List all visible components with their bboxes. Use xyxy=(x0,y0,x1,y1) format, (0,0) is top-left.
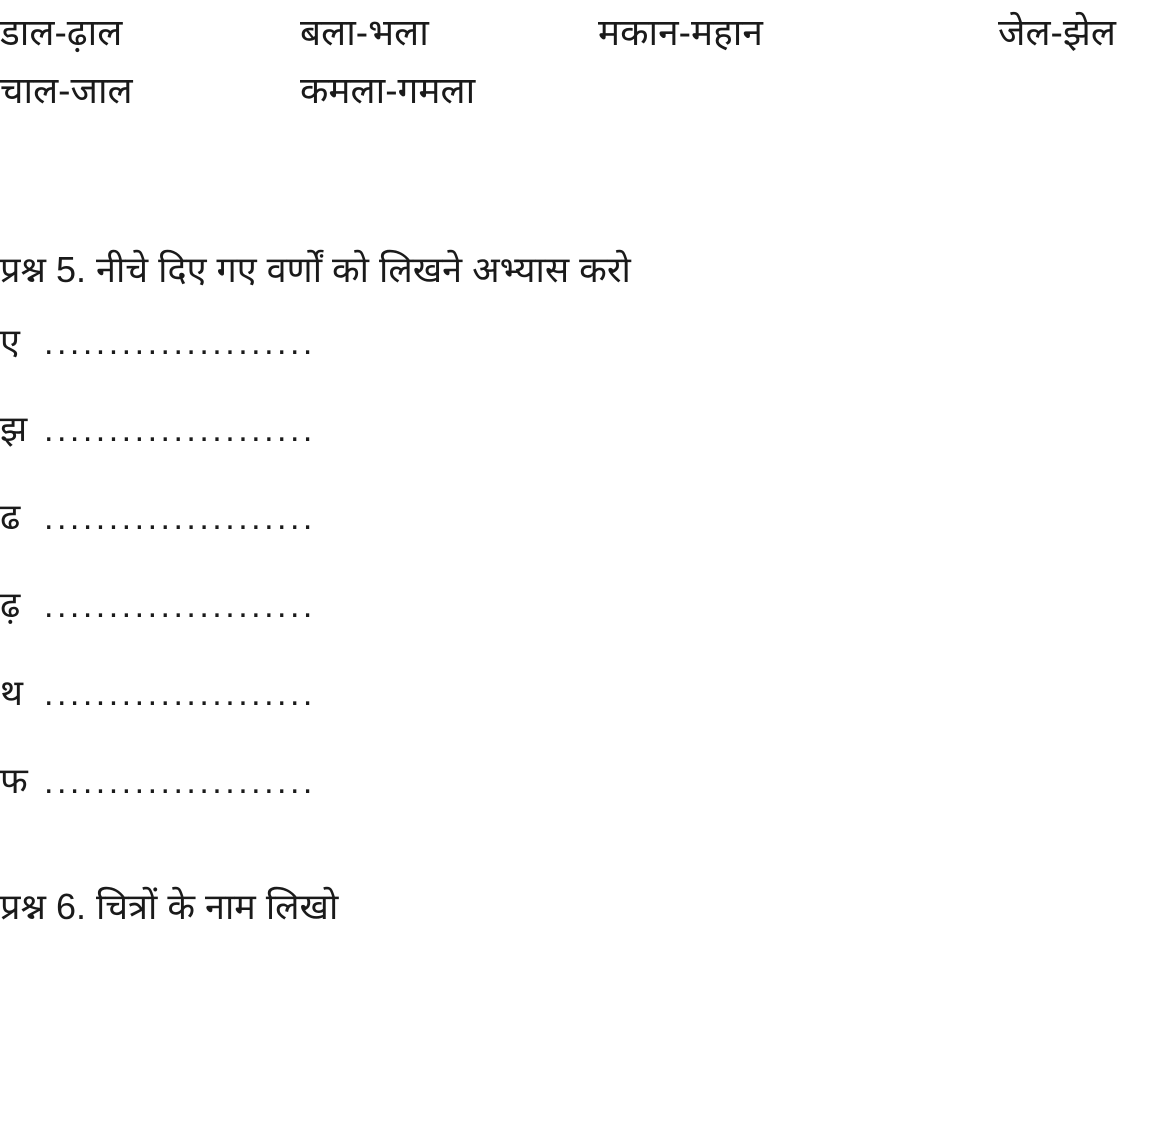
dotted-answer-line[interactable]: ..................... xyxy=(44,411,316,450)
letter-glyph: ए xyxy=(0,320,20,362)
word-pair: बला-भला xyxy=(300,12,429,53)
dotted-answer-line[interactable]: ..................... xyxy=(44,762,316,801)
question-6-heading: प्रश्न 6. चित्रों के नाम लिखो xyxy=(0,886,339,928)
dotted-answer-line[interactable]: ..................... xyxy=(44,499,316,538)
letter-glyph: ढ xyxy=(0,496,21,538)
word-pair: मकान-महान xyxy=(598,12,763,53)
word-pair: कमला-गमला xyxy=(300,69,476,111)
letter-practice-list xyxy=(0,320,1165,803)
dotted-answer-line[interactable]: ..................... xyxy=(44,674,316,713)
letter-practice-item xyxy=(0,320,1165,364)
letter-practice-item xyxy=(0,671,1165,715)
word-pair-row xyxy=(0,64,1165,118)
letter-practice-item xyxy=(0,407,1165,451)
letter-glyph: थ xyxy=(0,671,24,713)
dotted-answer-line[interactable]: ..................... xyxy=(44,323,316,362)
question-5-heading: प्रश्न 5. नीचे दिए गए वर्णों को लिखने अभ्यास करो xyxy=(0,249,631,291)
letter-glyph: फ xyxy=(0,759,28,801)
letter-practice-item xyxy=(0,759,1165,803)
letter-practice-item xyxy=(0,583,1165,627)
word-pair-row xyxy=(0,6,1165,60)
page-bottom-spacer xyxy=(0,933,1165,951)
word-pair: डाल-ढ़ाल xyxy=(0,12,123,53)
letter-glyph: झ xyxy=(0,408,28,450)
dotted-answer-line[interactable]: ..................... xyxy=(44,587,316,626)
word-pair: चाल-जाल xyxy=(0,69,133,111)
worksheet-page xyxy=(0,6,1165,1121)
letter-practice-item xyxy=(0,495,1165,539)
letter-glyph: ढ़ xyxy=(0,584,21,626)
word-pair: जेल-झेल xyxy=(998,12,1116,53)
